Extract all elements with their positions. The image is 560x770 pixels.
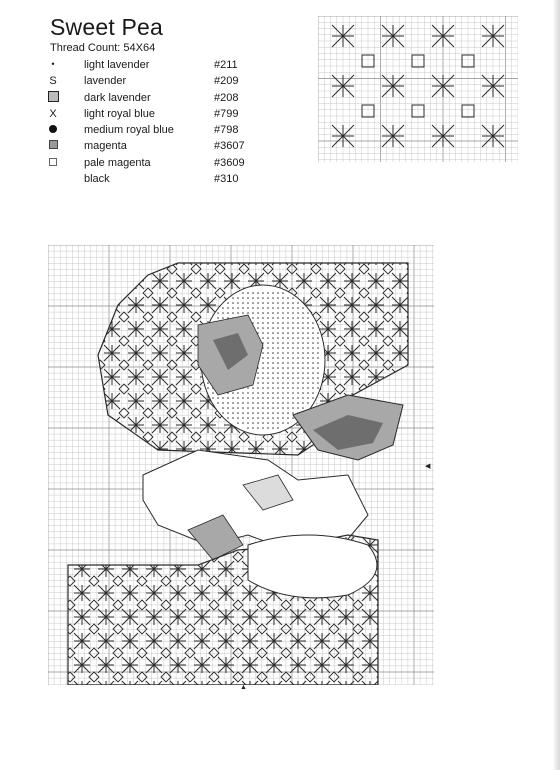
center-marker-bottom-icon: ▲ [240, 684, 247, 691]
legend-color-number: #310 [214, 173, 239, 186]
legend-row [44, 106, 264, 122]
legend-color-name: light royal blue [84, 107, 155, 120]
small-square-symbol-icon [44, 155, 62, 171]
legend-color-name: magenta [84, 140, 127, 153]
legend-color-number: #3609 [214, 156, 245, 169]
pattern-stitches [50, 249, 434, 685]
legend-color-number: #799 [214, 107, 239, 120]
legend-row [44, 138, 264, 154]
legend-row [44, 73, 264, 89]
legend-color-name: dark lavender [84, 91, 151, 104]
legend-color-number: #798 [214, 124, 239, 137]
filled-circle-symbol-icon [44, 122, 62, 138]
legend-color-name: lavender [84, 75, 127, 88]
legend-color-name: light lavender [84, 59, 150, 71]
pattern-title: Sweet Pea [50, 14, 164, 40]
cross-stitch-pattern-chart [48, 245, 434, 685]
legend-row [44, 155, 264, 171]
legend-row [44, 171, 264, 187]
page-edge [554, 0, 560, 770]
legend-row [44, 122, 264, 138]
legend-color-name: medium royal blue [84, 124, 174, 137]
legend-row [44, 57, 264, 73]
legend-color-number: #209 [214, 75, 239, 88]
grid-lines [318, 16, 518, 162]
dot-symbol-icon: • [51, 59, 55, 69]
color-key-legend [44, 57, 264, 187]
medium-square-symbol-icon [44, 138, 62, 154]
legend-color-name: black [84, 173, 110, 186]
center-marker-right-icon: ◀ [425, 463, 431, 470]
legend-color-number: #3607 [214, 140, 245, 153]
legend-color-name: pale magenta [84, 156, 151, 169]
letter-x-symbol-icon: X [49, 107, 57, 120]
stitch-sample-grid [318, 16, 518, 162]
big-square-symbol-icon [44, 90, 62, 106]
thread-count: Thread Count: 54X64 [50, 42, 156, 54]
letter-s-symbol-icon: S [49, 75, 57, 88]
legend-color-number: #211 [214, 59, 238, 71]
legend-color-number: #208 [214, 91, 239, 104]
legend-row [44, 90, 264, 106]
